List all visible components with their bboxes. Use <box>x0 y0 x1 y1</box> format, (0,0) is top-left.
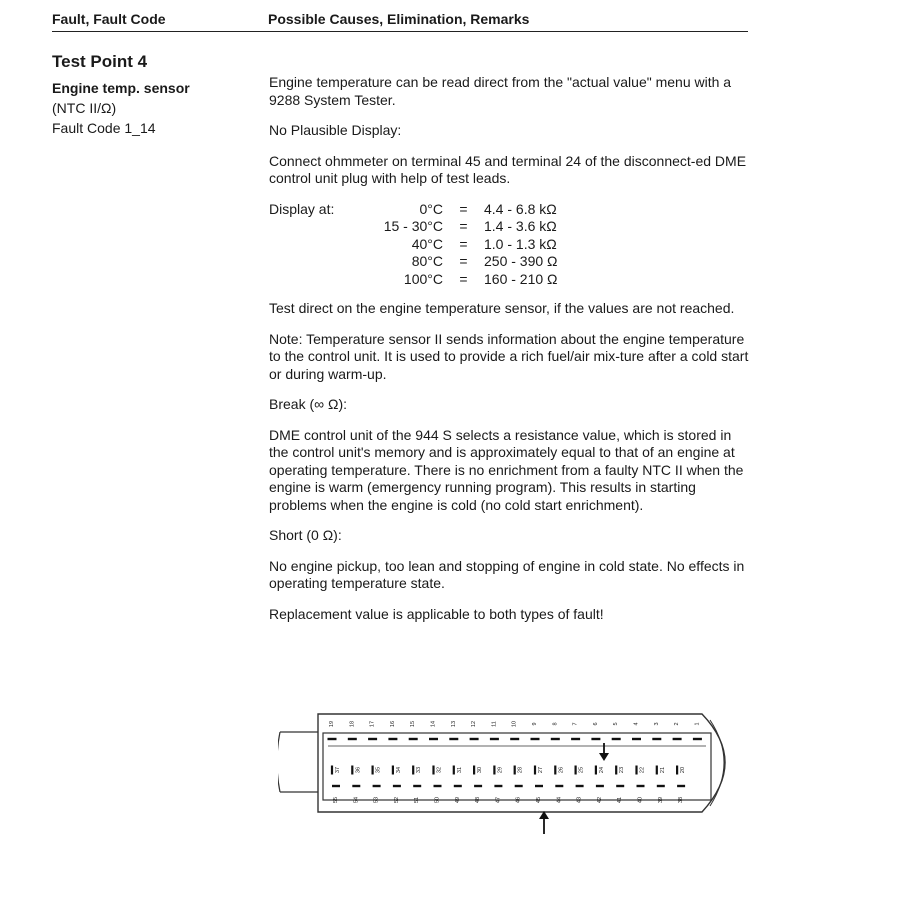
pin-label: 27 <box>538 766 544 774</box>
pin-label: 34 <box>395 766 402 774</box>
pin-contact <box>612 738 621 740</box>
row-eq: = <box>459 235 468 252</box>
pin-contact <box>571 738 580 740</box>
pin-label: 44 <box>556 796 563 804</box>
pin-label: 18 <box>349 720 356 728</box>
pin-label: 55 <box>333 796 339 804</box>
pin-label: 37 <box>335 766 341 774</box>
pin-contact <box>453 766 455 775</box>
pin-contact <box>510 738 519 740</box>
pin-contact <box>632 738 641 740</box>
pin-label: 29 <box>497 766 504 774</box>
pin-contact <box>429 738 438 740</box>
sensor-type: (NTC II/Ω) <box>52 100 117 116</box>
pin-label: 5 <box>613 722 620 726</box>
pin-label: 48 <box>475 796 482 804</box>
pin-label: 45 <box>536 796 542 804</box>
pin-contact <box>595 766 597 775</box>
table-row <box>359 201 749 219</box>
pin-label: 38 <box>678 796 685 804</box>
pin-label: 30 <box>477 766 484 774</box>
pin-label: 28 <box>517 766 524 774</box>
pin-label: 24 <box>598 766 605 774</box>
table-row <box>359 236 749 254</box>
pin-label: 11 <box>491 721 498 727</box>
header-rule <box>52 31 748 32</box>
arrow-terminal-45 <box>539 811 549 834</box>
pin-contact <box>657 785 665 787</box>
pin-label: 21 <box>659 766 666 774</box>
pin-label: 4 <box>633 722 640 726</box>
pin-contact <box>388 738 397 740</box>
pin-label: 31 <box>456 766 463 774</box>
pin-label: 13 <box>450 720 457 728</box>
pin-label: 19 <box>329 720 335 728</box>
pin-label: 26 <box>558 766 565 774</box>
pin-contact <box>331 766 333 775</box>
pin-label: 20 <box>680 766 687 774</box>
pin-label: 1 <box>694 722 701 726</box>
pin-label: 17 <box>369 720 376 728</box>
paragraph-no-plausible: No Plausible Display: <box>269 122 402 138</box>
pin-label: 47 <box>495 796 502 804</box>
pin-contact <box>412 766 414 775</box>
pin-contact <box>368 738 377 740</box>
pin-contact <box>677 785 685 787</box>
pin-label: 25 <box>578 766 585 774</box>
pin-contact <box>637 785 645 787</box>
pin-label: 32 <box>436 766 443 774</box>
pin-contact <box>534 766 536 775</box>
pin-contact <box>474 785 482 787</box>
pin-label: 2 <box>674 722 681 726</box>
connector-pin-area <box>323 733 711 800</box>
pin-label: 43 <box>576 796 583 804</box>
pin-label: 15 <box>410 720 417 728</box>
row-temp: 0°C <box>419 200 443 217</box>
pin-contact <box>551 738 560 740</box>
pin-contact <box>372 766 374 775</box>
pin-label: 42 <box>596 796 603 804</box>
pin-label: 54 <box>353 796 360 804</box>
pin-contact <box>432 766 434 775</box>
pin-label: 16 <box>389 720 396 728</box>
pin-contact <box>348 738 357 740</box>
pin-label: 49 <box>454 796 461 804</box>
pin-label: 8 <box>552 722 559 726</box>
pin-contact <box>393 785 401 787</box>
row-temp: 100°C <box>403 270 443 287</box>
paragraph-short-heading: Short (0 Ω): <box>269 527 342 543</box>
pin-label: 51 <box>414 796 421 804</box>
pin-label: 35 <box>375 766 382 774</box>
paragraph-break-description: DME control unit of the 944 S selects a resistance value, which is stored in the control unit's memory and is approximately equal to that of an engine at operating temperature. There is no enrichment from a faulty NTC II when the engine is warm (emergency running program). This results in starting problems when the engine is cold (no cold start enrichment). <box>269 426 744 513</box>
pin-contact <box>676 766 678 775</box>
pin-contact <box>409 738 418 740</box>
causes-column <box>269 74 749 636</box>
paragraph-replacement-value: Replacement value is applicable to both types of fault! <box>269 605 604 622</box>
row-eq: = <box>459 218 468 234</box>
pin-label: 6 <box>592 722 599 726</box>
resistance-table <box>269 201 749 289</box>
pin-contact <box>392 766 394 775</box>
pin-contact <box>652 738 661 740</box>
row-eq: = <box>459 253 468 269</box>
pin-label: 33 <box>416 766 423 774</box>
pin-label: 10 <box>511 720 518 728</box>
resistance-rows <box>359 201 749 289</box>
pin-contact <box>575 766 577 775</box>
row-value: 160 - 210 Ω <box>484 270 558 287</box>
pin-contact <box>615 766 617 775</box>
pin-contact <box>493 766 495 775</box>
fault-column <box>52 52 252 138</box>
pin-contact <box>332 785 340 787</box>
pin-contact <box>656 766 658 775</box>
paragraph-short-description: No engine pickup, too lean and stopping of engine in cold state. No effects in operating temperature state. <box>269 557 745 591</box>
pin-contact <box>514 766 516 775</box>
row-value: 1.4 - 3.6 kΩ <box>484 218 557 234</box>
fault-code: Fault Code 1_14 <box>52 120 156 136</box>
paragraph-connect-ohmmeter: Connect ohmmeter on terminal 45 and terminal 24 of the disconnect-ed DME control unit plug with help of test leads. <box>269 152 747 186</box>
pin-contact <box>328 738 337 740</box>
row-value: 4.4 - 6.8 kΩ <box>484 200 557 217</box>
table-row <box>359 271 749 289</box>
pin-label: 23 <box>619 766 626 774</box>
pin-label: 53 <box>373 796 380 804</box>
pin-contact <box>673 738 682 740</box>
pin-contact <box>535 785 543 787</box>
pin-contact <box>596 785 604 787</box>
pin-contact <box>591 738 600 740</box>
row-value: 250 - 390 Ω <box>484 253 558 269</box>
pin-contact <box>413 785 421 787</box>
pin-label: 46 <box>515 796 522 804</box>
paragraph-note: Note: Temperature sensor II sends information about the engine temperature to the control unit. It is used to provide a rich fuel/air mix-ture after a cold start or during warm-up. <box>269 330 749 382</box>
pin-label: 14 <box>430 720 437 728</box>
row-temp: 15 - 30°C <box>383 218 443 234</box>
connector-cable-stub <box>278 732 318 792</box>
pin-label: 41 <box>617 796 624 804</box>
pin-contact <box>616 785 624 787</box>
connector-diagram <box>278 706 748 841</box>
pin-label: 12 <box>471 720 478 728</box>
pin-label: 39 <box>657 796 664 804</box>
pin-contact <box>490 738 499 740</box>
paragraph-actual-value: Engine temperature can be read direct from the "actual value" menu with a 9288 System Tester. <box>269 74 732 108</box>
pin-label: 40 <box>637 796 644 804</box>
pin-label: 7 <box>572 722 579 726</box>
row-value: 1.0 - 1.3 kΩ <box>484 235 557 252</box>
pin-label: 52 <box>393 796 400 804</box>
pin-label: 9 <box>532 722 538 726</box>
test-point-title: Test Point 4 <box>52 52 148 71</box>
pin-contact <box>515 785 523 787</box>
pin-contact <box>555 785 563 787</box>
display-label: Display at: <box>269 200 335 217</box>
row-eq: = <box>459 200 468 217</box>
pin-contact <box>470 738 479 740</box>
sensor-name: Engine temp. sensor <box>52 80 190 96</box>
pin-contact <box>576 785 584 787</box>
pin-contact <box>554 766 556 775</box>
pin-label: 3 <box>653 722 660 726</box>
paragraph-test-direct: Test direct on the engine temperature sensor, if the values are not reached. <box>269 300 735 316</box>
pin-contact <box>449 738 458 740</box>
pin-label: 36 <box>355 766 362 774</box>
pin-contact <box>434 785 442 787</box>
paragraph-break-heading: Break (∞ Ω): <box>269 396 348 412</box>
pin-contact <box>531 738 540 740</box>
pin-label: 22 <box>639 766 646 774</box>
pin-contact <box>454 785 462 787</box>
table-row <box>359 253 749 271</box>
table-row <box>359 218 749 236</box>
pin-contact <box>494 785 502 787</box>
pin-contact <box>635 766 637 775</box>
pin-contact <box>693 738 702 740</box>
pin-contact <box>351 766 353 775</box>
row-eq: = <box>459 270 468 287</box>
pin-contact <box>352 785 360 787</box>
connector-housing-inner-edge <box>710 720 724 806</box>
row-temp: 40°C <box>411 235 443 252</box>
row-temp: 80°C <box>411 253 443 269</box>
column-header-causes: Possible Causes, Elimination, Remarks <box>268 11 530 27</box>
pin-contact <box>473 766 475 775</box>
column-header-fault: Fault, Fault Code <box>52 11 166 27</box>
pin-contact <box>373 785 381 787</box>
pin-label: 50 <box>434 796 441 804</box>
